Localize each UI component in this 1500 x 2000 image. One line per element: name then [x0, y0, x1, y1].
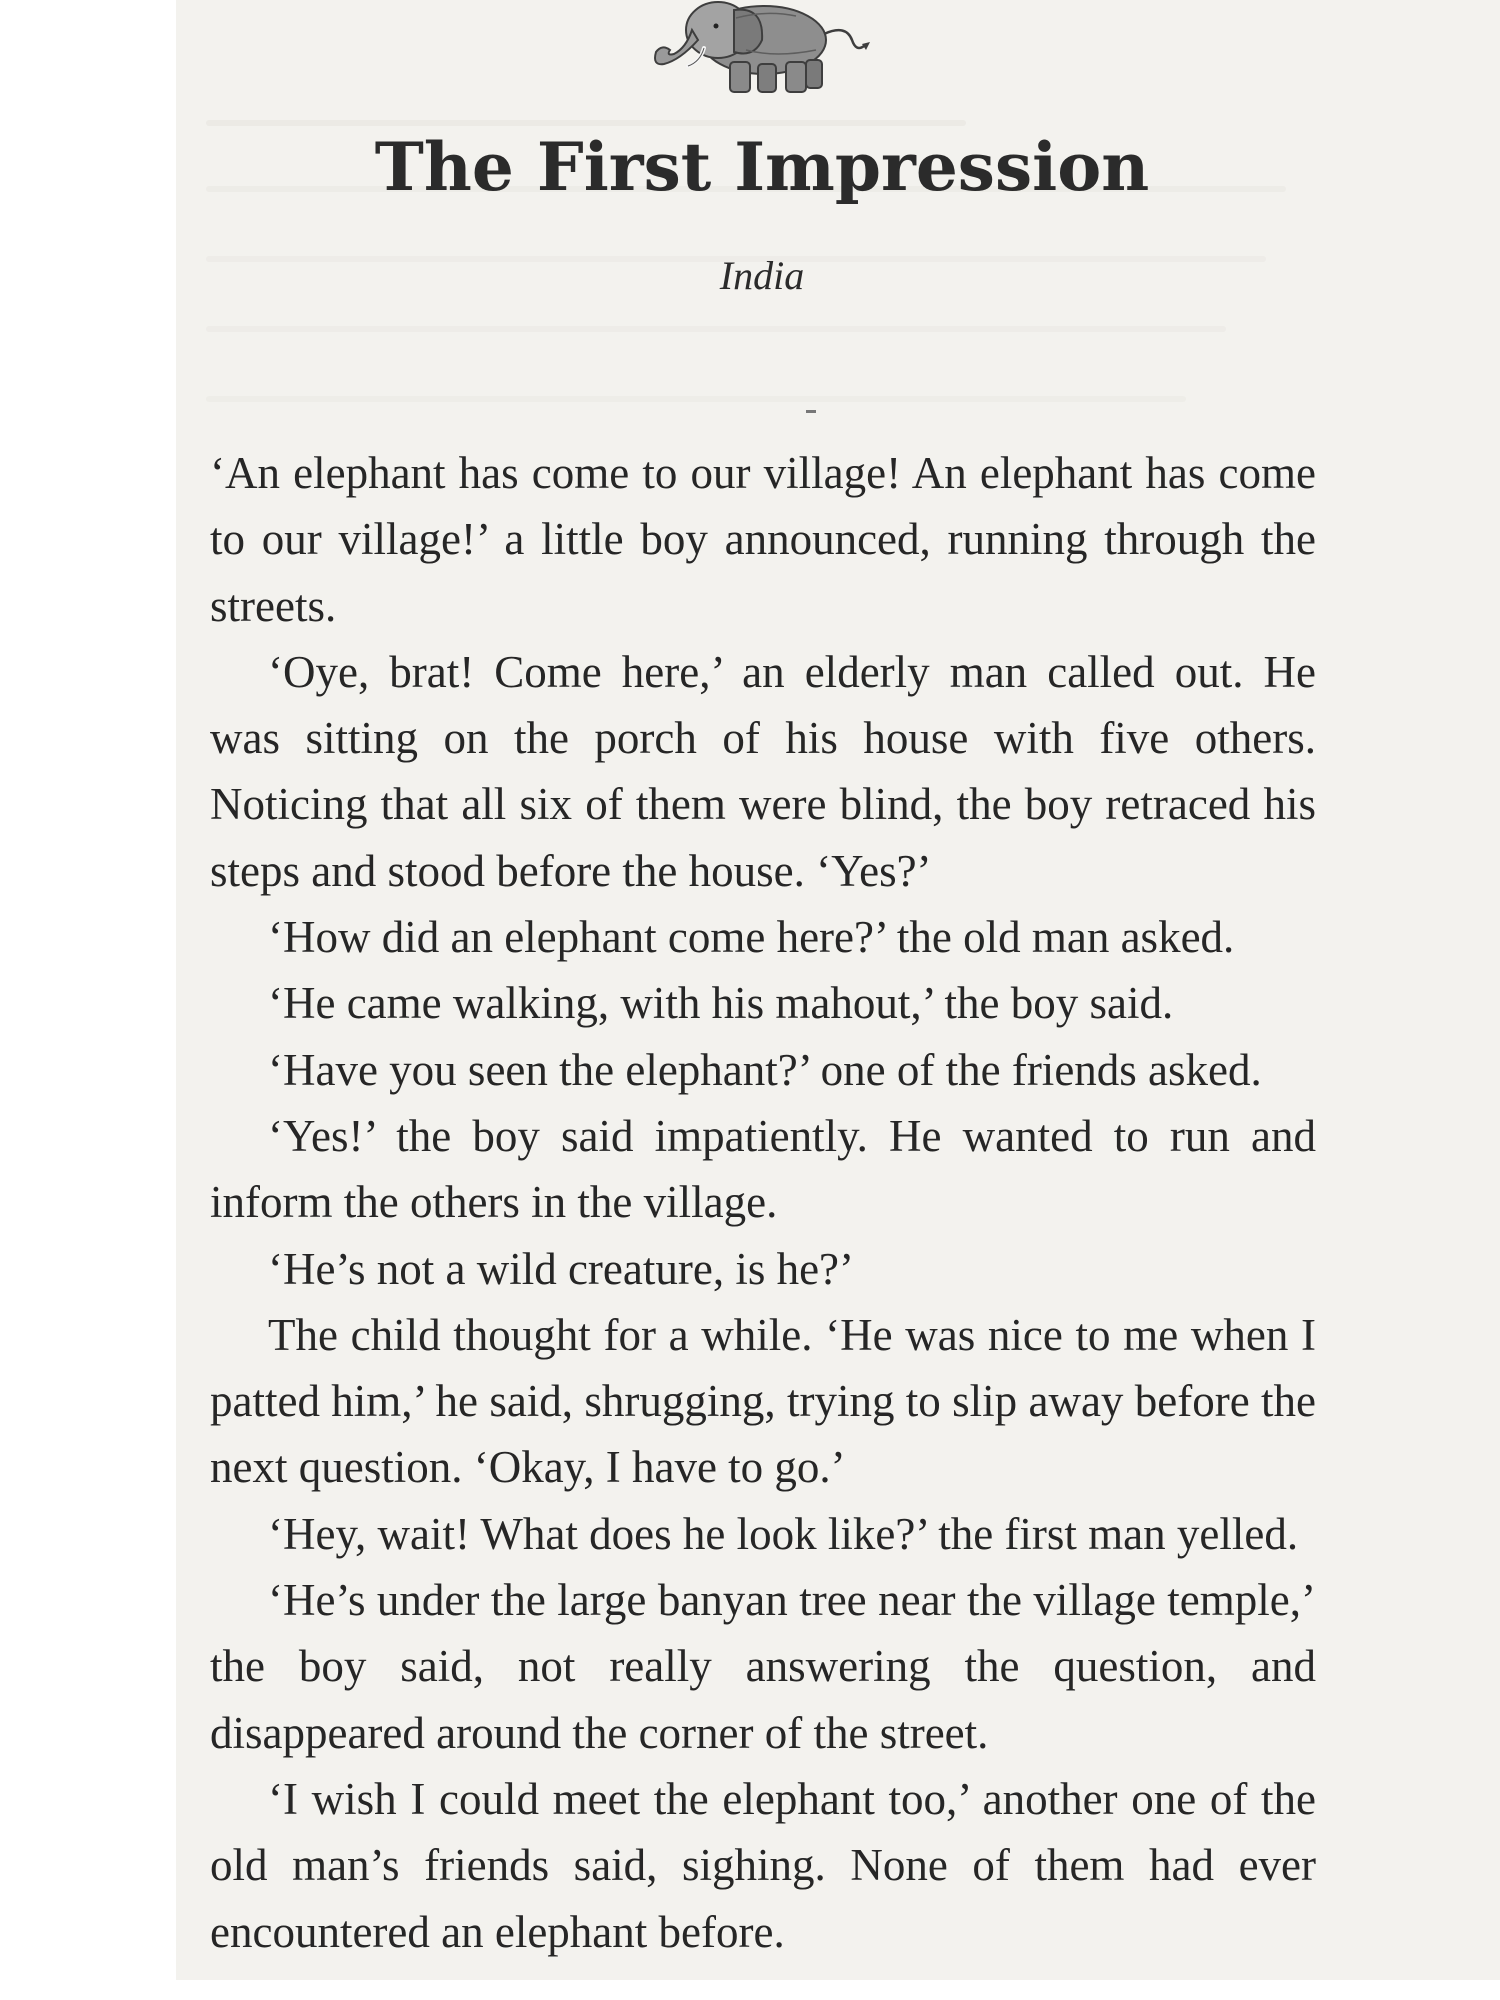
story-country: India [719, 253, 805, 298]
paragraph: ‘He’s not a wild creature, is he?’ [268, 1243, 855, 1294]
show-through-line [206, 396, 1186, 402]
show-through-line [206, 326, 1226, 332]
paragraph: ‘How did an elephant come here?’ the old man asked. [268, 912, 1235, 963]
ornament-dash [806, 410, 816, 413]
elephant-icon [646, 0, 886, 100]
paragraph: ‘Hey, wait! What does he look like?’ the first man yelled. [268, 1508, 1299, 1559]
book-page [176, 0, 1500, 1980]
paragraph: ‘I wish I could meet the elephant too,’ another one of the old man’s friends said, sighing. None of them had ever encountered an elephant before. [210, 1773, 1316, 1957]
paragraph: ‘Oye, brat! Come here,’ an elderly man called out. He was sitting on the porch of his house with five others. Noticing that all six of them were blind, the boy retraced his steps and stood before the house. ‘Yes?’ [210, 646, 1316, 896]
story-title: The First Impression [374, 128, 1150, 206]
paragraph: ‘He’s under the large banyan tree near the village temple,’ the boy said, not really answering the question, and disappeared around the corner of the street. [210, 1575, 1316, 1758]
story-body [210, 440, 1316, 1965]
paragraph: ‘Yes!’ the boy said impatiently. He wanted to run and inform the others in the village. [210, 1110, 1316, 1228]
paragraph: ‘Have you seen the elephant?’ one of the friends asked. [268, 1044, 1262, 1095]
show-through-line [206, 120, 966, 126]
paragraph: ‘An elephant has come to our village! An elephant has come to our village!’ a little boy announced, running through the streets. [210, 448, 1316, 631]
paragraph: ‘He came walking, with his mahout,’ the boy said. [268, 978, 1174, 1029]
paragraph: The child thought for a while. ‘He was nice to me when I patted him,’ he said, shrugging, trying to slip away before the next question. ‘Okay, I have to go.’ [210, 1309, 1316, 1493]
